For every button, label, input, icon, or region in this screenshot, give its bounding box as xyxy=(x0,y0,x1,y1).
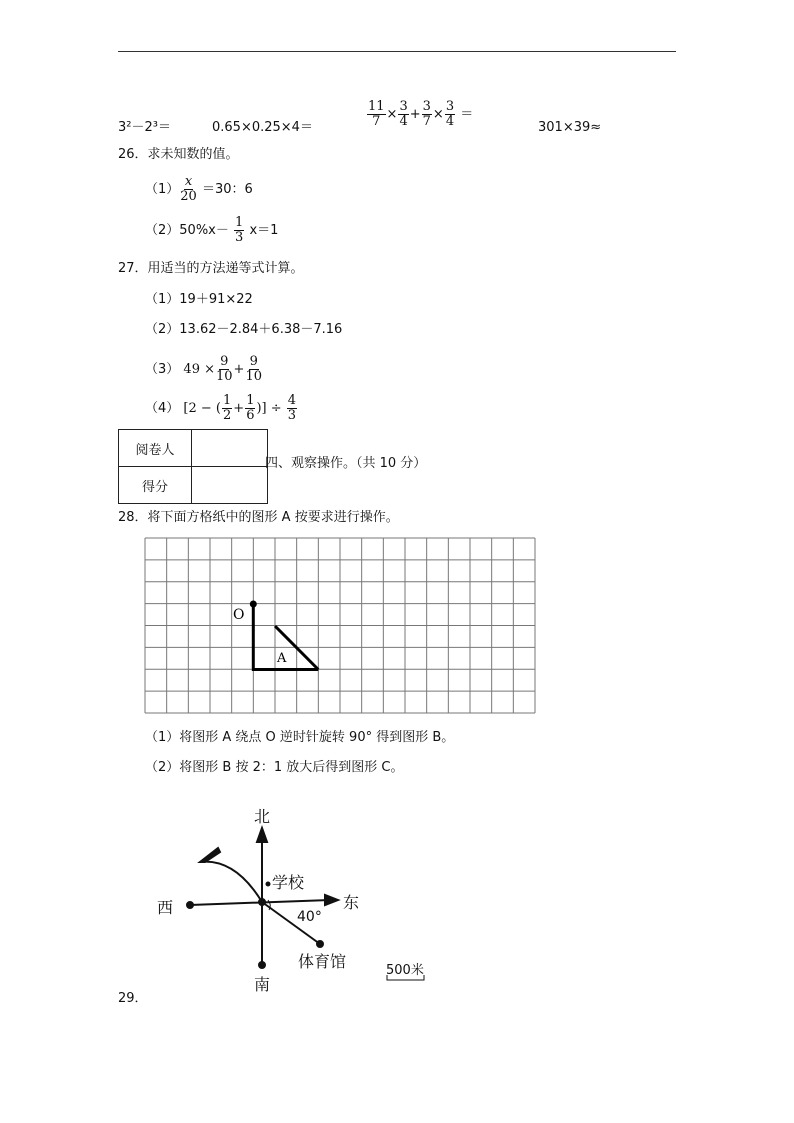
gym-dot xyxy=(317,941,323,947)
q26-title: 26．求未知数的值。 xyxy=(118,147,239,162)
section-4-heading: 四、观察操作。（共 10 分） xyxy=(265,456,427,471)
reviewer-label: 阅卷人 xyxy=(119,430,192,467)
q27-part2: （2）13.62－2.84＋6.38－7.16 xyxy=(145,322,343,337)
angle-label: 40° xyxy=(297,909,322,925)
east-label: 东 xyxy=(343,893,360,912)
shape-a-label: A xyxy=(277,651,287,666)
school-label: 学校 xyxy=(272,873,305,892)
gym-label: 体育馆 xyxy=(298,952,347,971)
point-o-label: O xyxy=(233,607,245,623)
north-arrow-icon xyxy=(257,828,267,842)
q26-part1: （1） $\frac{x}{20}$ ＝30：6 xyxy=(145,174,253,204)
q26-part2: （2）50%x－ $\frac{1}{3}$ x＝1 xyxy=(145,215,279,245)
scale-label: 500米 xyxy=(386,963,424,978)
score-label: 得分 xyxy=(119,467,192,504)
center-dot xyxy=(259,899,265,905)
south-dot xyxy=(259,962,265,968)
q28-part2: （2）将图形 B 按 2：1 放大后得到图形 C。 xyxy=(145,760,404,775)
q27-part3: （3） 49 × $\frac{9}{10}$ + $\frac{9}{10}$ xyxy=(145,354,262,384)
south-label: 南 xyxy=(254,975,271,994)
west-dot xyxy=(187,902,193,908)
north-label: 北 xyxy=(254,807,271,826)
q29-label: 29． xyxy=(118,991,148,1006)
q27-part4: （4） [2 − ( $\frac{1}{2}$ + $\frac{1}{6}$ )] ÷ $\frac{4}{3}$ xyxy=(145,393,297,423)
q28-part1: （1）将图形 A 绕点 O 逆时针旋转 90° 得到图形 B。 xyxy=(145,730,455,745)
east-arrow-icon xyxy=(325,895,338,905)
school-dot xyxy=(267,883,270,886)
q27-title: 27．用适当的方法递等式计算。 xyxy=(118,261,304,276)
expr-2: 0.65×0.25×4＝ xyxy=(212,120,313,135)
q28-title: 28．将下面方格纸中的图形 A 按要求进行操作。 xyxy=(118,510,399,525)
west-label: 西 xyxy=(157,898,174,917)
grid-paper xyxy=(145,538,535,713)
boat-icon xyxy=(200,848,220,862)
expr-1: 3²－2³＝ xyxy=(118,120,171,135)
river-path xyxy=(200,862,262,902)
expr-3: $\frac{11}{7}$ × $\frac{3}{4}$ + $\frac{3}{7}$ × $\frac{3}{4}$ ＝ xyxy=(368,99,474,129)
point-o xyxy=(251,602,255,606)
q27-part1: （1）19＋91×22 xyxy=(145,292,253,307)
expr-4: 301×39≈ xyxy=(538,120,602,135)
